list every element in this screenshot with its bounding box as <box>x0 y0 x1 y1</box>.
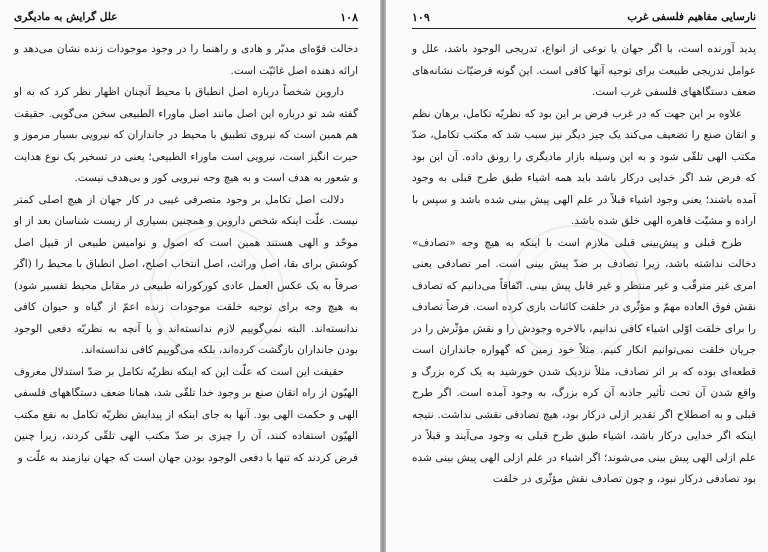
running-title: علل گرایش به مادیگری <box>14 11 118 23</box>
page-number: ۱۰۹ <box>412 10 430 24</box>
left-page <box>0 0 380 552</box>
right-page <box>386 0 768 552</box>
page-number: ۱۰۸ <box>340 10 358 24</box>
right-page-header <box>412 6 756 29</box>
paragraph: دخالت قوّه‌ای مدبّر و هادی و راهنما را در وجود موجودات زنده نشان می‌دهد و ارائه دهنده اصل غائیّت است. <box>14 43 358 77</box>
paragraph: طرح قبلی و پیش‌بینی قبلی ملازم است با اینکه به هیچ وجه «تصادف» دخالت نداشته باشد، زیرا تصادف بر ضدّ پیش بینی است. امر تصادفی یعنی امری غیر مترقّب و غیر منتظر و غیر قابل پیش بینی. اتّفاقاً می‌دانیم که تصادف نقش فوق العاده مهمّ و مؤثّری در خلقت کائنات بازی کرده است. فرضاً تصادف را برای خلقت اوّلی اشیاء کافی ندانیم، بالاخره وجودش را و نقش مؤثّرش را در جریان خلقت نمی‌توانیم انکار کنیم. مثلاً خود زمین که گهواره جانداران است قطعه‌ای بوده که بر اثر تصادف، مثلاً نزدیک شدن خورشید به یک کره بزرگ و واقع شدن آن تحت تأثیر جاذبه آن کره بزرگ، به وجود آمده است. اگر طرح قبلی و به اصطلاح اگر تقدیر ازلی درکار بود، هیچ تصادفی نقشی نداشت. نتیجه اینکه اگر خدایی درکار باشد، اشیاء طبق طرح قبلی به وجود می‌آیند و قبلاً در علم ازلی الهی پیش بینی می‌شوند؛ اگر اشیاء در علم ازلی الهی پیش بینی شده بود تصادفی درکار نبود، و چون تصادف نقش مؤثّری در خلقت <box>412 236 756 485</box>
running-title: نارسایی مفاهیم فلسفی غرب <box>627 11 756 23</box>
paragraph: پدید آورنده است، با اگر جهان یا نوعی از انواع، تدریجی الوجود باشد، علل و عوامل تدریجی طبیعت برای توجیه آنها کافی است. این گونه فرضیّات نشانه‌های ضعف دستگاههای فلسفی غرب است. <box>412 43 756 98</box>
left-page-header <box>14 6 358 29</box>
paragraph: علاوه بر این جهت که در غرب فرض بر این بود که نظریّه تکامل، برهان نظم و اتقان صنع را تضعیف می‌کند یک چیز دیگر نیز سبب شد که مکتب تکامل، ضدّ مکتب الهی تلقّی شود و به این وسیله بازار مادیگری را رونق داده. آن این بود که فرض شد اگر خدایی درکار باشد باید همه اشیاء طبق طرح قبلی به وجود آمده باشند؛ یعنی وجود اشیاء قبلاً در علم الهی پیش بینی شده باشد و سپس با اراده و مشیّت قاهره الهی خلق شده باشد. <box>412 107 756 227</box>
right-page-body <box>412 39 756 491</box>
paragraph: دلالت اصل تکامل بر وجود متصرفی غیبی در کار جهان از هیچ اصلی کمتر نیست. علّت اینکه شخص داروین و همچنین بسیاری از زیست شناسان بعد از او موحّد و الهی هستند همین است که اصول و نوامیس طبیعی از قبیل اصل کوشش برای بقا، اصل وراثت، اصل انتخاب اصلح، اصل انطباق با محیط را (اگر صرفاً به یک عکس العمل عادی کورکورانه طبیعی در مقابل محیط تفسیر شود) به هیچ وجه برای توجیه خلقت موجودات زنده اعمّ از گیاه و حیوان کافی ندانسته‌اند. البته نمی‌گوییم لازم ندانسته‌اند و یا آنچه به نظریّه دفعی الوجود بودن جانداران بازگشت کرده‌اند، بلکه می‌گوییم کافی ندانسته‌اند. <box>14 193 358 356</box>
left-page-body <box>14 39 358 469</box>
paragraph: حقیقت این است که علّت این که اینکه نظریّه تکامل بر ضدّ استدلال معروف الهیّون از راه اتقان صنع بر وجود خدا تلقّی شد، همانا ضعف دستگاههای فلسفی الهی و حکمت الهی بود. آنها به جای اینکه از پیدایش نظریّه تکامل به نفع مکتب الهیّون استفاده کنند، آن را چیزی بر ضدّ مکتب الهی تلقّی کردند، زیرا چنین فرض کردند که تنها با دفعی الوجود بودن جهان است که جهان نیازمند به علّت و <box>14 365 358 464</box>
paragraph: داروین شخصاً درباره اصل انطباق با محیط آنچنان اظهار نظر کرد که به او گفته شد تو درباره این اصل مانند اصل ماوراء الطبیعی سخن می‌گویی. حقیقت هم همین است که نیروی تطبیق با محیط در جانداران که نیرویی بسیار مرموز و حیرت انگیز است، نیرویی است ماوراء الطبیعی؛ یعنی در تسخیر یک نوع هدایت و شعور به هدف است و به هیچ وجه نیرویی کور و بی‌هدف نیست. <box>14 86 358 184</box>
